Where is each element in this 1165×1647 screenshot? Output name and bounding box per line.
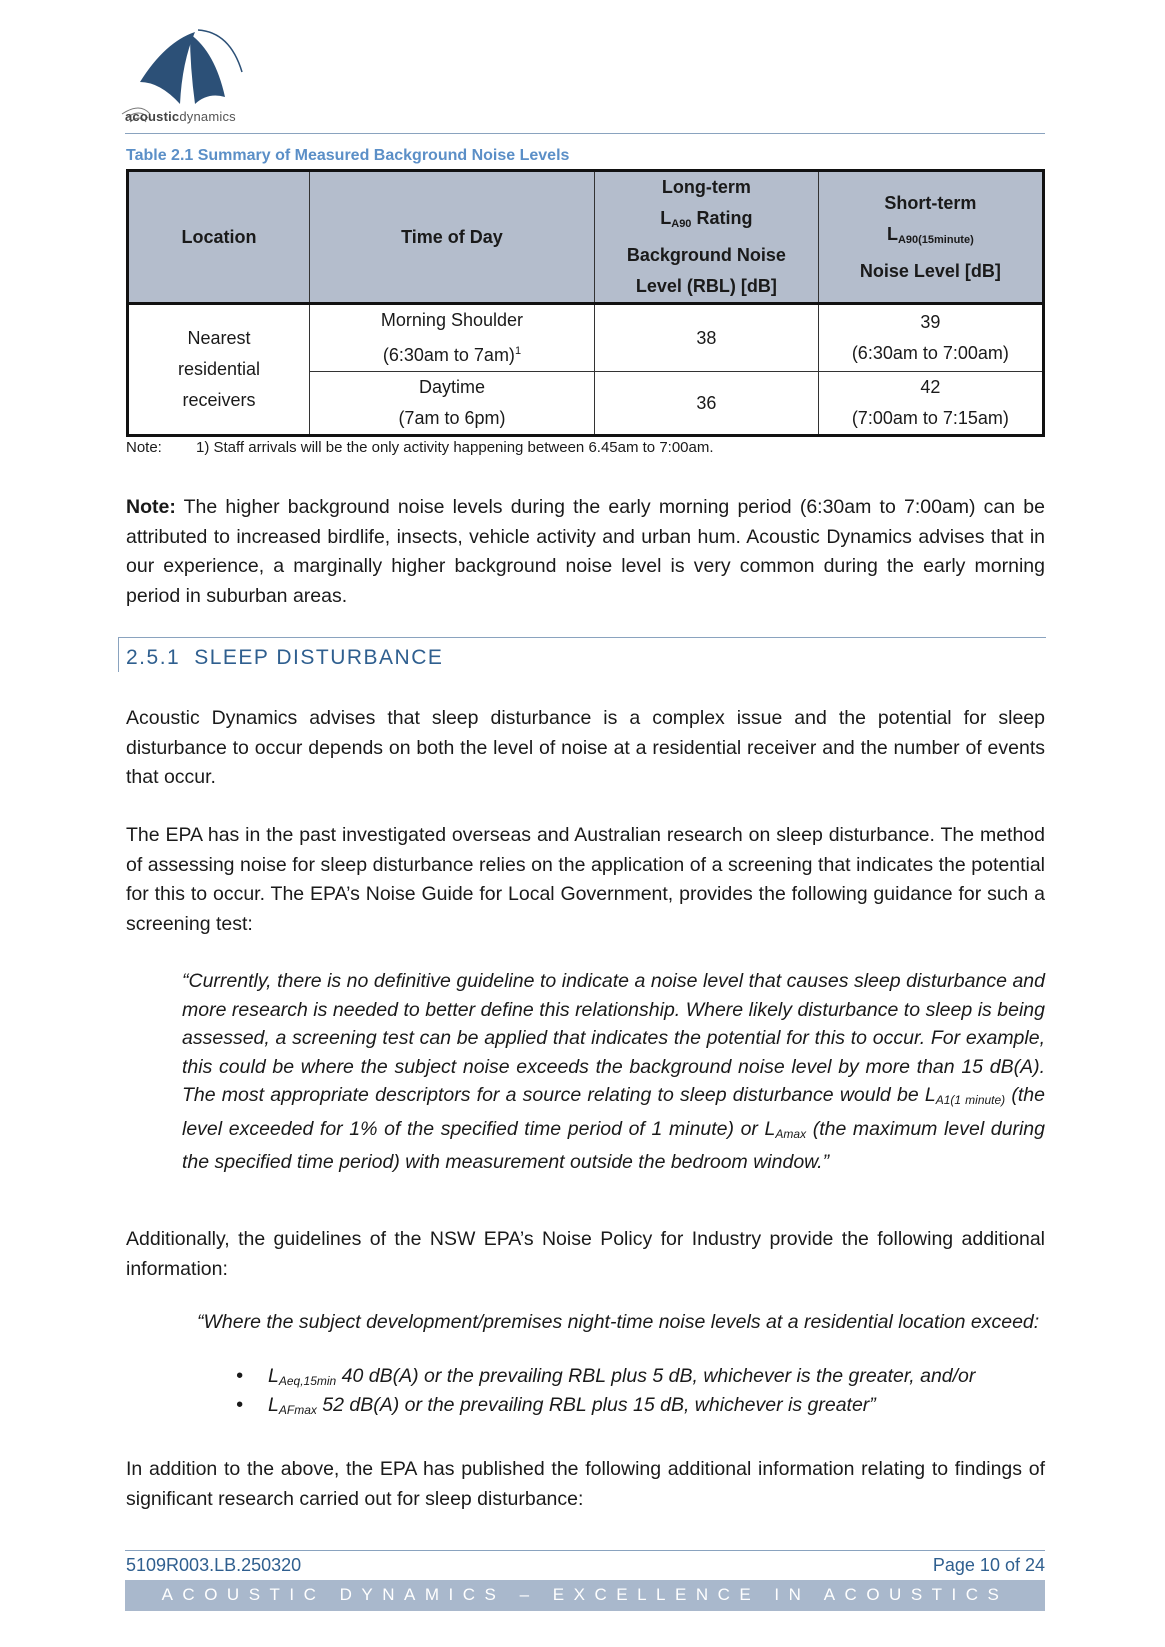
background-noise-table [126,169,1045,437]
cell-time: Daytime (7am to 6pm) [309,372,594,436]
quote-noise-policy: “Where the subject development/premises night-time noise levels at a residential location exceed: [197,1311,1040,1333]
quote-noise-guide: “Currently, there is no definitive guideline to indicate a noise level that causes sleep disturbance and more research is needed to better define this relationship. Where likely disturbance to sleep is being assessed, a screening test can be applied that indicates the potential for this to occur. For example, this could be where the subject noise exceeds the background noise level by more than 15 dB(A). The most appropriate descriptors for a source relating to sleep disturbance would be $L_{A1(1 minute)}$ (the level exceeded for 1% of the specified time period of 1 minute) or $L_{Amax}$ (the maximum level during the specified time period) with measurement outside the bedroom window.” [182,970,1045,1173]
paragraph-in-addition: In addition to the above, the EPA has published the following additional information relating to findings of significant research carried out for sleep disturbance: [126,1458,1045,1510]
bullet-item: $L_{AFmax}$ 52 dB(A) or the prevailing RBL plus 15 dB, whichever is greater” [268,1394,876,1417]
table-header-row [128,171,1044,304]
note-paragraph: Note: The higher background noise levels during the early morning period (6:30am to 7:00am) can be attributed to increased birdlife, insects, vehicle activity and urban hum. Acoustic Dynamics advises that in our experience, a marginally higher background noise level is very common during the early morning period in suburban areas. [126,496,1045,607]
bullet-dot: • [236,1365,244,1387]
logo-wordmark: acousticdynamics [125,109,236,124]
paragraph-additionally: Additionally, the guidelines of the NSW EPA’s Noise Policy for Industry provide the following additional information: [126,1228,1045,1280]
cell-rbl: 36 [594,372,818,436]
cell-short-term: 39 (6:30am to 7:00am) [818,304,1043,372]
footer-tagline: ACOUSTIC DYNAMICS – EXCELLENCE IN ACOUSTICS [161,1585,1009,1604]
cell-short-term: 42 (7:00am to 7:15am) [818,372,1043,436]
footer-divider [125,1550,1045,1551]
paragraph-acoustic-dynamics: Acoustic Dynamics advises that sleep disturbance is a complex issue and the potential for sleep disturbance to occur depends on both the level of noise at a residential receiver and the number of events that occur. [126,707,1045,788]
bullet-dot: • [236,1394,244,1416]
cell-time: Morning Shoulder (6:30am to 7am)$^1$ [309,304,594,372]
table-row [128,304,1044,372]
header-short-term: Short-term $L_{A90(15minute)}$ Noise Level [dB] [818,171,1043,304]
paragraph-epa-research: The EPA has in the past investigated overseas and Australian research on sleep disturbance. The method of assessing noise for sleep disturbance relies on the application of a screening that indicates the potential for this to occur. The EPA’s Noise Guide for Local Government, provides the following guidance for such a screening test: [126,824,1045,935]
bullet-item: $L_{Aeq,15min}$ 40 dB(A) or the prevailing RBL plus 5 dB, whichever is the greater, and/or [268,1365,976,1388]
cell-location: Nearest residential receivers [128,304,310,436]
header-location: Location [128,171,310,304]
section-heading: 2.5.1 SLEEP DISTURBANCE [126,646,444,669]
document-reference: 5109R003.LB.250320 [126,1555,302,1575]
table-caption: Table 2.1 Summary of Measured Background Noise Levels [126,147,570,164]
table-footnote: Note: 1) Staff arrivals will be the only activity happening between 6.45am to 7:00am. [126,439,714,456]
cell-rbl: 38 [594,304,818,372]
header-divider [125,133,1045,134]
header-time-of-day: Time of Day [309,171,594,304]
header-long-term: Long-term $L_{A90}$ Rating Background Noise Level (RBL) [dB] [594,171,818,304]
page-number: Page 10 of 24 [932,1555,1045,1575]
